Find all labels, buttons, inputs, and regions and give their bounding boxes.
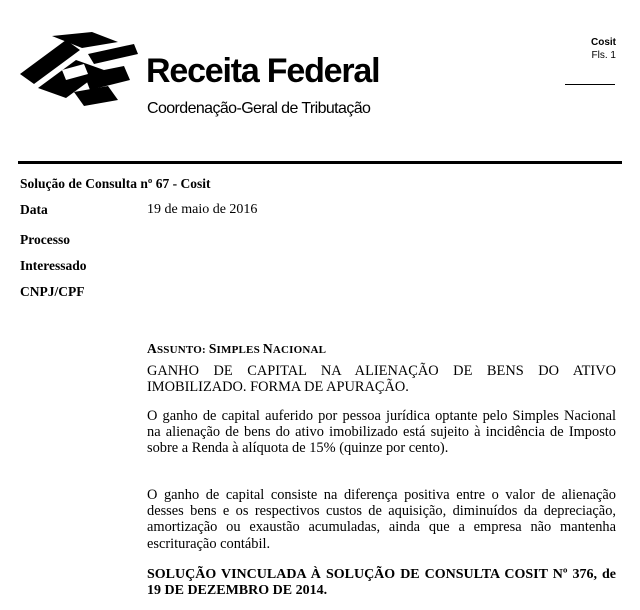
process-label: Processo [20, 232, 70, 247]
stamp-signature-line [565, 84, 615, 85]
summary-heading: GANHO DE CAPITAL NA ALIENAÇÃO DE BENS DO ATIVO IMOBILIZADO. FORMA DE APURAÇÃO. [147, 363, 616, 396]
date-label: Data [20, 202, 48, 217]
header-divider [18, 161, 622, 164]
receita-federal-logo [18, 30, 140, 108]
document-title: Solução de Consulta nº 67 - Cosit [20, 176, 211, 191]
cnpj-label: CNPJ/CPF [20, 284, 85, 299]
subject-line: ASSUNTO: SIMPLES NACIONAL [147, 341, 327, 356]
page-stamp [591, 36, 616, 62]
binding-note: SOLUÇÃO VINCULADA À SOLUÇÃO DE CONSULTA COSIT Nº 376, de 19 DE DEZEMBRO DE 2014. [147, 567, 616, 599]
stamp-unit: Cosit [591, 37, 616, 48]
department-name: Coordenação-Geral de Tributação [147, 100, 371, 117]
organization-name: Receita Federal [146, 52, 380, 90]
summary-paragraph-2: O ganho de capital consiste na diferença positiva entre o valor de alienação desses bens e os respectivos custos de aquisição, diminuídos da depreciação, amortização ou exaustão acumuladas, ainda que a empresa não mantenha escrituração contábil. [147, 487, 616, 552]
date-value: 19 de maio de 2016 [147, 202, 258, 217]
interested-label: Interessado [20, 258, 87, 273]
stamp-page-number: Fls. 1 [591, 50, 616, 61]
summary-paragraph-1: O ganho de capital auferido por pessoa jurídica optante pelo Simples Nacional na alienação de bens do ativo imobilizado está sujeito à incidência de Imposto sobre a Renda à alíquota de 15% (quinze por cento). [147, 408, 616, 457]
